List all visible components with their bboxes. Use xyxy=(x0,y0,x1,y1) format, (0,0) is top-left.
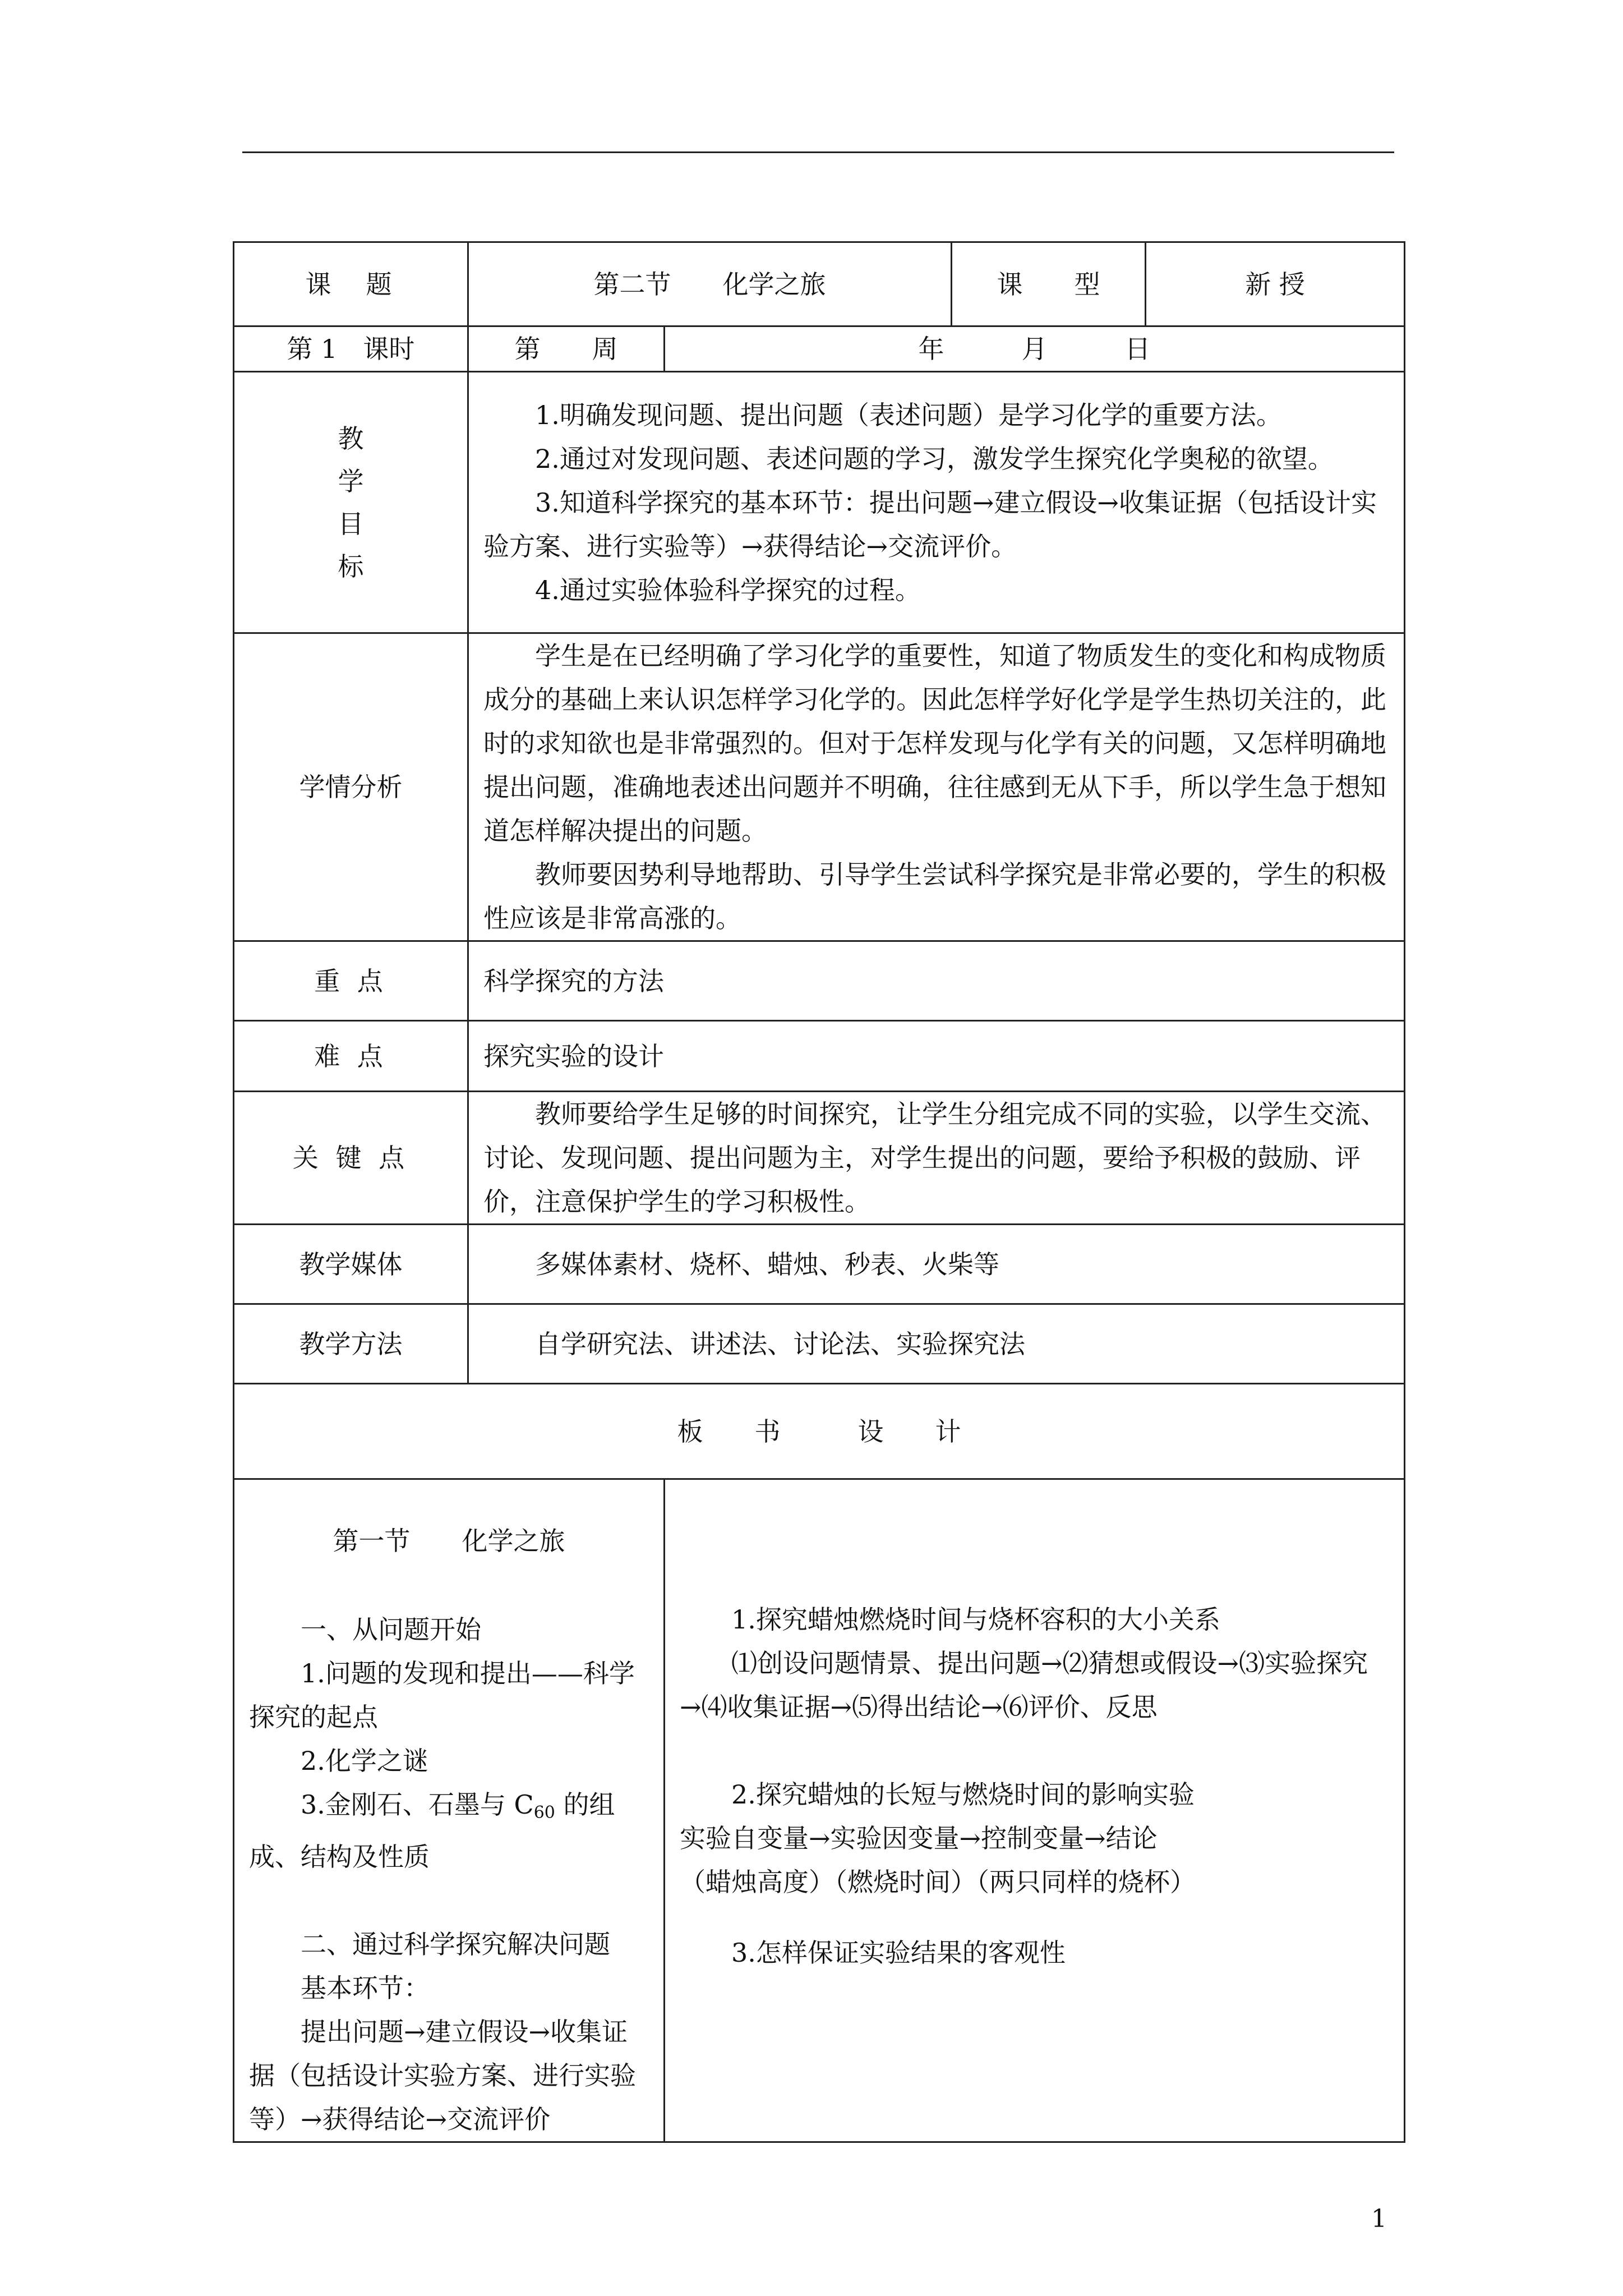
board-design-heading: 板 书 设 计 xyxy=(234,1384,1405,1479)
board-section-1: 一、从问题开始 xyxy=(301,1614,481,1645)
critical-row xyxy=(234,1092,1405,1225)
analysis-paragraph: 学生是在已经明确了学习化学的重要性，知道了物质发生的变化和构成物质成分的基础上来认识怎样学习化学的。因此怎样学好化学是学生热切关注的，此时的求知欲也是非常强烈的。但对于怎样发现与化学有关的问题，又怎样明确地提出问题，准确地表述出问题并不明确，往往感到无从下手，所以学生急于想知道怎样解决提出的问题。 xyxy=(483,641,1386,846)
board-right-line: （蜡烛高度）（燃烧时间）（两只同样的烧杯） xyxy=(680,1867,1196,1897)
objective-item: 2.通过对发现问题、表述问题的学习，激发学生探究化学奥秘的欲望。 xyxy=(535,443,1334,474)
type-label: 课 型 xyxy=(952,242,1146,326)
board-right-detail: ⑴创设问题情景、提出问题→⑵猜想或假设→⑶实验探究→⑷收集证据→⑸得出结论→⑹评价、反思 xyxy=(680,1648,1368,1722)
board-left-title: 第一节 化学之旅 xyxy=(333,1526,565,1556)
board-right-column xyxy=(665,1479,1405,2142)
board-item: 1.问题的发现和提出——科学探究的起点 xyxy=(249,1658,635,1732)
type-value: 新 授 xyxy=(1146,242,1405,326)
board-right-item: 3.怎样保证实验结果的客观性 xyxy=(731,1938,1066,1968)
media-label: 教学媒体 xyxy=(234,1225,468,1304)
objectives-content xyxy=(468,372,1405,633)
board-steps: 提出问题→建立假设→收集证据（包括设计实验方案、进行实验等）→获得结论→交流评价 xyxy=(249,2017,636,2134)
difficulty-row xyxy=(234,1021,1405,1092)
lesson-plan-table xyxy=(233,241,1405,2143)
analysis-paragraph: 教师要因势利导地帮助、引导学生尝试科学探究是非常必要的，学生的积极性应该是非常高涨的。 xyxy=(483,859,1386,933)
board-right-item: 1.探究蜡烛燃烧时间与烧杯容积的大小关系 xyxy=(731,1604,1220,1635)
objective-item: 3.知道科学探究的基本环节：提出问题→建立假设→收集证据（包括设计实验方案、进行实验等）→获得结论→交流评价。 xyxy=(483,487,1377,562)
schedule-row xyxy=(234,326,1405,372)
course-title: 第二节 化学之旅 xyxy=(468,242,952,326)
method-label: 教学方法 xyxy=(234,1304,468,1384)
analysis-label: 学情分析 xyxy=(234,633,468,941)
lesson-period: 第 1 课时 xyxy=(234,326,468,372)
board-steps-label: 基本环节： xyxy=(301,1973,430,2003)
objectives-label: 教 学 目 标 xyxy=(234,372,468,633)
key-point-row xyxy=(234,941,1405,1021)
board-item: 2.化学之谜 xyxy=(301,1746,428,1776)
objectives-row xyxy=(234,372,1405,633)
difficulty-label: 难 点 xyxy=(234,1021,468,1092)
week-field: 第 周 xyxy=(468,326,665,372)
title-row xyxy=(234,242,1405,326)
critical-label: 关 键 点 xyxy=(234,1092,468,1225)
course-label: 课 题 xyxy=(234,242,468,326)
method-row xyxy=(234,1304,1405,1384)
critical-value: 教师要给学生足够的时间探究，让学生分组完成不同的实验，以学生交流、讨论、发现问题、提出问题为主，对学生提出的问题，要给予积极的鼓励、评价，注意保护学生的学习积极性。 xyxy=(483,1099,1386,1217)
page-number: 1 xyxy=(1371,2205,1387,2233)
analysis-row xyxy=(234,633,1405,941)
objective-item: 4.通过实验体验科学探究的过程。 xyxy=(535,574,921,605)
media-row xyxy=(234,1225,1405,1304)
objective-item: 1.明确发现问题、提出问题（表述问题）是学习化学的重要方法。 xyxy=(535,399,1282,430)
board-header-row xyxy=(234,1384,1405,1479)
board-item: 3.金刚石、石墨与 $C_{60}$ 的组成、结构及性质 xyxy=(249,1789,615,1872)
method-value: 自学研究法、讲述法、讨论法、实验探究法 xyxy=(535,1328,1025,1359)
difficulty-value: 探究实验的设计 xyxy=(468,1021,1405,1092)
key-point-label: 重 点 xyxy=(234,941,468,1021)
board-right-line: 实验自变量→实验因变量→控制变量→结论 xyxy=(680,1823,1158,1853)
date-field: 年 月 日 xyxy=(665,326,1405,372)
key-point-value: 科学探究的方法 xyxy=(468,941,1405,1021)
board-left-column xyxy=(234,1479,665,2142)
board-content-row xyxy=(234,1479,1405,2142)
header-rule xyxy=(242,151,1394,153)
media-value: 多媒体素材、烧杯、蜡烛、秒表、火柴等 xyxy=(535,1249,999,1280)
analysis-content xyxy=(468,633,1405,941)
board-right-item: 2.探究蜡烛的长短与燃烧时间的影响实验 xyxy=(731,1779,1195,1810)
board-section-2: 二、通过科学探究解决问题 xyxy=(301,1929,610,1959)
